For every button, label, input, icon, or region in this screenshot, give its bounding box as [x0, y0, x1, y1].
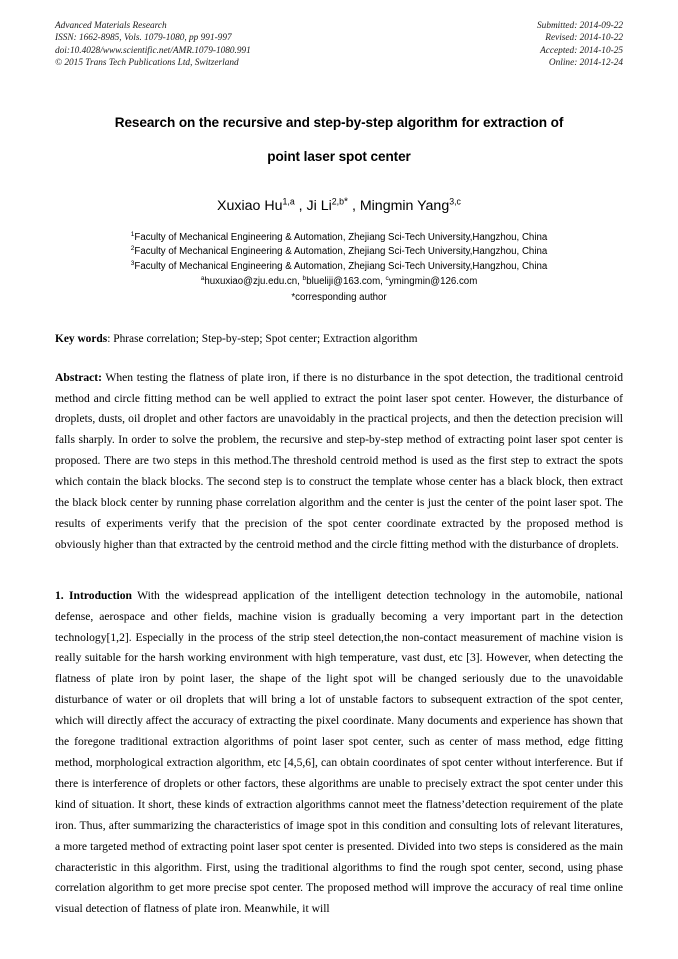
date-submitted: Submitted: 2014-09-22	[537, 21, 623, 31]
affiliation-3-marker: 3	[130, 259, 135, 267]
title-line-1: Research on the recursive and step-by-step algorithm for extraction of	[114, 114, 564, 130]
email-3-marker: c	[385, 275, 389, 283]
author-emails	[55, 275, 623, 290]
affiliation-1-marker: 1	[130, 230, 135, 238]
corresponding-author-star: *	[344, 195, 348, 207]
date-accepted: Accepted: 2014-10-25	[540, 45, 623, 56]
date-revised: Revised: 2014-10-22	[545, 33, 623, 44]
journal-name: Advanced Materials Research	[55, 21, 167, 31]
introduction-paragraph	[55, 586, 623, 921]
author-2-name: Ji Li	[306, 197, 332, 214]
journal-doi: doi:10.4028/www.scientific.net/AMR.1079-1080.991	[55, 45, 251, 56]
keywords-text: : Phrase correlation; Step-by-step; Spot center; Extraction algorithm	[107, 332, 418, 345]
affiliation-1-text: Faculty of Mechanical Engineering & Automation, Zhejiang Sci-Tech University,Hangzhou, China	[134, 231, 548, 243]
journal-header	[55, 20, 623, 70]
author-2-superscript: 2,b	[331, 195, 345, 206]
email-1[interactable]: huxuxiao@zju.edu.cn,	[204, 276, 303, 288]
affiliation-2-text: Faculty of Mechanical Engineering & Automation, Zhejiang Sci-Tech University,Hangzhou, China	[134, 246, 548, 258]
affiliation-3-text: Faculty of Mechanical Engineering & Automation, Zhejiang Sci-Tech University,Hangzhou, China	[134, 260, 548, 272]
journal-header-left	[55, 20, 251, 70]
page-title	[55, 106, 623, 174]
affiliation-3	[55, 260, 623, 275]
author-list	[55, 196, 623, 216]
abstract-paragraph	[55, 368, 623, 556]
email-3[interactable]: ymingmin@126.com	[388, 276, 478, 288]
affiliation-block	[55, 231, 623, 306]
journal-issn-volume: ISSN: 1662-8985, Vols. 1079-1080, pp 991-997	[55, 33, 232, 44]
affiliation-2-marker: 2	[130, 244, 135, 252]
corresponding-author-note: *corresponding author	[291, 292, 387, 303]
author-1-name: Xuxiao Hu	[217, 197, 283, 214]
author-1-superscript: 1,a	[282, 195, 295, 206]
date-online: Online: 2014-12-24	[548, 58, 623, 69]
page-content	[55, 20, 623, 920]
affiliation-1	[55, 231, 623, 246]
affiliation-2	[55, 245, 623, 260]
keywords-line	[55, 331, 623, 347]
author-3-superscript: 3,c	[449, 195, 461, 206]
journal-copyright: © 2015 Trans Tech Publications Ltd, Switzerland	[55, 58, 239, 69]
author-separator-2: ,	[348, 197, 360, 214]
abstract-label: Abstract:	[55, 370, 103, 384]
title-line-2: point laser spot center	[267, 148, 411, 164]
introduction-heading: 1. Introduction	[55, 588, 132, 602]
email-1-marker: a	[200, 275, 205, 283]
abstract-text: When testing the flatness of plate iron, if there is no disturbance in the spot detection, the traditional centroid method and circle fitting method can be well applied to extract the point laser spot center. However, the disturbance of droplets, dusts, oil droplet and other factors are unavoidably in the practical projects, and then the detection precision will falls sharply. In order to solve the problem, the recursive and step-by-step method of extracting point laser spot center is proposed. There are two steps in this method.The threshold centroid method is used as the first step to extract the spots which contain the black blocks. The second step is to construct the template whose center has a black block, then extract the black block center by running phase correlation algorithm and the center is just the center of the point laser spot. The results of experiments verify that the precision of the spot center coordinate extracted by the proposed method is obviously higher than that extracted by the centroid method and the circle fitting method with the disturbance of droplets.	[55, 370, 623, 551]
author-separator-1: ,	[294, 197, 307, 214]
email-2-marker: b	[302, 275, 307, 283]
introduction-text: With the widespread application of the intelligent detection technology in the automobile, national defense, aerospace and other fields, machine vision is gradually becoming a very important part in the detection technology[1,2]. Especially in the process of the strip steel detection,the non-contact measurement of machine vision is really suitable for the harsh working environment with high temperature, vast dust, etc [3]. However, when detecting the flatness of plate iron by point laser, the shape of the light spot will be changed seriously due to the unavoidable disturbance of water or oil droplets that will bring a lot of unstable factors to subsequent extraction of the spot center, which will directly affect the accuracy of extracting the pixel coordinate. Many documents and experience has shown that the foregone traditional extraction algorithms of point laser spot center, such as center of mass method, edge fitting method, morphological extraction algorithm, etc [4,5,6], can obtain coordinates of spot center without interference. But if there is interference of droplets or other factors, these algorithms are unable to precisely extract the spot center under this kind of situation. It short, these kinds of extraction algorithms cannot meet the flatness’detection requirement of the plate iron. Thus, after summarizing the characteristics of image spot in this condition and consulting lots of relevant literatures, a more targeted method of extracting point laser spot center is presented. Divided into two steps is considered as the main characteristic in this algorithm. First, using the traditional algorithms to find the rough spot center, second, using phase correlation algorithm to get more precise spot center. The proposed method will improve the accuracy of real time online visual detection of flatness of plate iron. Meanwhile, it will	[55, 588, 623, 916]
keywords-label: Key words	[55, 332, 108, 345]
author-3-name: Mingmin Yang	[359, 197, 450, 214]
journal-header-right	[537, 20, 623, 70]
email-2[interactable]: blueliji@163.com,	[306, 276, 386, 288]
